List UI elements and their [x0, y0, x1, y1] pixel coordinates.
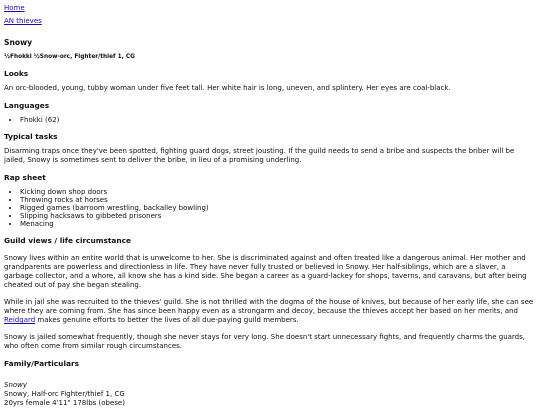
home-link[interactable]: Home — [4, 4, 25, 12]
family-name: Snowy — [4, 381, 28, 389]
character-name: Snowy — [4, 38, 33, 47]
rap-sheet-heading: Rap sheet — [4, 173, 46, 182]
guild-views-paragraph-1: Snowy lives within an entire world that is unwelcome to her. She is discriminated against and often treated like a dangerous animal. Her mother and grandparents are powerless and directionless in life. They have never fully trusted or believed in Snowy. Her half-siblings, which are a slaver, a garbage collector, and a whore, all know she has a kind side. She began a career as a guard-lackey for shops, taverns, and caravans, but after being cheated out of pay she began stealing. — [4, 254, 527, 289]
languages-list — [4, 116, 536, 124]
rap-sheet-list — [4, 188, 536, 228]
guild-views-heading: Guild views / life circumstance — [4, 236, 132, 245]
family-heading: Family/Particulars — [4, 359, 80, 368]
guild-views-p2-end: makes genuine efforts to better the lives of all due-paying guild members. — [35, 316, 299, 324]
reidgard-link[interactable]: Reidgard — [4, 316, 36, 324]
rap-sheet-item: • Rigged games (barroom wrestling, backalley bowling) — [20, 204, 536, 212]
guild-views-p2-start: While in jail she was recruited to the thieves' guild. She is not thrilled with the dogma of the house of knives, but because of her early life, she can see where they are coming from. She has since been happy even as a strongarm and decoy, because the thieves accept her based on her merits, and — [4, 298, 534, 315]
family-stats-line: 20yrs female 4'11" 178lbs (obese) — [4, 399, 125, 407]
rap-sheet-item: • Kicking down shop doors — [20, 188, 536, 196]
looks-text: An orc-blooded, young, tubby woman under five feet tall. Her white hair is long, uneven, and splintery. Her eyes are coal-black. — [4, 84, 451, 92]
category-link[interactable]: AN thieves — [4, 17, 42, 25]
languages-heading: Languages — [4, 101, 50, 110]
guild-views-paragraph-2 — [4, 298, 536, 325]
family-class-line: Snowy, Half-orc Fighter/thief 1, CG — [4, 390, 125, 398]
character-subtitle: ½Fhokki ½Snow-orc, Fighter/thief 1, CG — [4, 54, 135, 60]
language-item: • Fhokki (62) — [20, 116, 536, 124]
looks-heading: Looks — [4, 69, 29, 78]
typical-tasks-text: Disarming traps once they've been spotted, fighting guard dogs, street jousting. If the guild needs to send a bribe and suspects the briber will be jailed, Snowy is sometimes sent to deliver the bribe, in lieu of a promising underling. — [4, 147, 515, 164]
typical-tasks-heading: Typical tasks — [4, 132, 58, 141]
rap-sheet-item: • Menacing — [20, 220, 536, 228]
guild-views-paragraph-3: Snowy is jailed somewhat frequently, though she never stays for very long. She doesn't start unnecessary fights, and frequently charms the guards, who often come from similar rough circumstances. — [4, 333, 525, 350]
rap-sheet-item: • Throwing rocks at horses — [20, 196, 536, 204]
rap-sheet-item: • Slipping hacksaws to gibbeted prisoners — [20, 212, 536, 220]
